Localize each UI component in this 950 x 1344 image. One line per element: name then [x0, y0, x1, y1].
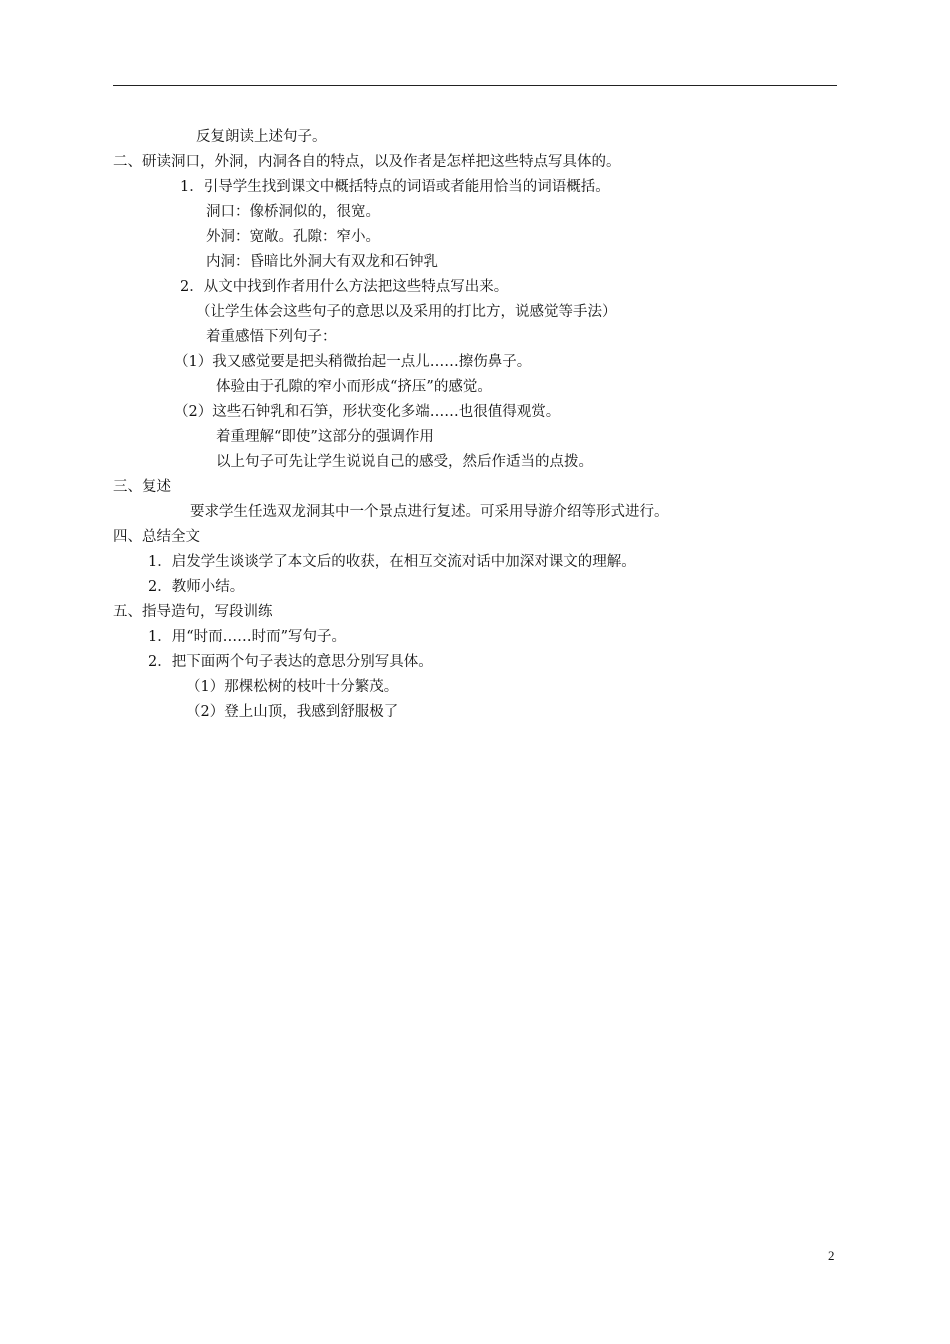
text-line: （让学生体会这些句子的意思以及采用的打比方，说感觉等手法）: [196, 304, 617, 320]
section-heading: 五、指导造句，写段训练: [113, 604, 273, 620]
text-line: （2）登上山顶，我感到舒服极了: [186, 704, 399, 720]
text-line: 着重感悟下列句子：: [206, 329, 337, 345]
text-line: 以上句子可先让学生说说自己的感受，然后作适当的点拨。: [216, 454, 593, 470]
text-line: 2．教师小结。: [148, 579, 245, 595]
section-heading: 三、复述: [113, 479, 171, 495]
text-line: 要求学生任选双龙洞其中一个景点进行复述。可采用导游介绍等形式进行。: [190, 504, 669, 520]
page-number: 2: [828, 1248, 835, 1263]
text-line: 2．把下面两个句子表达的意思分别写具体。: [148, 654, 433, 670]
text-line: 着重理解“即使”这部分的强调作用: [216, 429, 434, 445]
text-line: （1）那棵松树的枝叶十分繁茂。: [186, 679, 399, 695]
text-line: （2）这些石钟乳和石笋，形状变化多端……也很值得观赏。: [174, 404, 561, 420]
text-line: 反复朗读上述句子。: [196, 129, 327, 145]
section-heading: 二、研读洞口，外洞，内洞各自的特点，以及作者是怎样把这些特点写具体的。: [113, 154, 621, 170]
text-line: 体验由于孔隙的窄小而形成“挤压”的感觉。: [216, 379, 492, 395]
header-rule: [113, 85, 837, 86]
text-line: 2．从文中找到作者用什么方法把这些特点写出来。: [180, 279, 509, 295]
text-line: 1．用“时而……时而”写句子。: [148, 629, 347, 645]
text-line: 1．引导学生找到课文中概括特点的词语或者能用恰当的词语概括。: [180, 179, 610, 195]
text-line: 内洞：昏暗比外洞大有双龙和石钟乳: [206, 254, 438, 270]
text-line: 1．启发学生谈谈学了本文后的收获，在相互交流对话中加深对课文的理解。: [148, 554, 636, 570]
text-line: 外洞：宽敞。孔隙：窄小。: [206, 229, 380, 245]
text-line: 洞口：像桥洞似的，很宽。: [206, 204, 380, 220]
text-line: （1）我又感觉要是把头稍微抬起一点儿……擦伤鼻子。: [174, 354, 532, 370]
section-heading: 四、总结全文: [113, 529, 200, 545]
